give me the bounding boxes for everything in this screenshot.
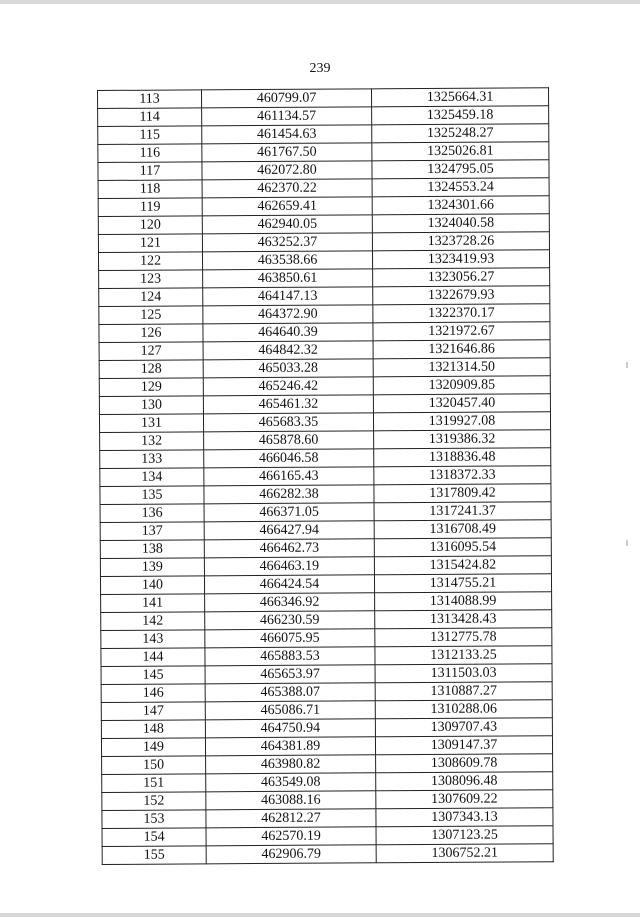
y-coordinate-cell: 1320457.40: [373, 394, 550, 413]
y-coordinate-cell: 1318836.48: [374, 448, 551, 467]
x-coordinate-cell: 465461.32: [203, 395, 373, 414]
y-coordinate-cell: 1309707.43: [375, 718, 552, 737]
table-row: [102, 808, 553, 829]
x-coordinate-cell: 464381.89: [205, 737, 375, 756]
x-coordinate-cell: 461454.63: [202, 125, 372, 144]
row-number-cell: 120: [98, 216, 202, 235]
x-coordinate-cell: 464372.90: [203, 305, 373, 324]
row-number-cell: 115: [98, 126, 202, 145]
y-coordinate-cell: 1317809.42: [374, 484, 551, 503]
table-row: [100, 448, 551, 469]
row-number-cell: 142: [101, 612, 205, 631]
y-coordinate-cell: 1308609.78: [376, 754, 553, 773]
y-coordinate-cell: 1323419.93: [372, 250, 549, 269]
row-number-cell: 154: [102, 828, 206, 847]
y-coordinate-cell: 1317241.37: [374, 502, 551, 521]
table-row: [101, 628, 552, 649]
y-coordinate-cell: 1324553.24: [372, 178, 549, 197]
x-coordinate-cell: 460799.07: [202, 89, 372, 108]
y-coordinate-cell: 1322370.17: [373, 304, 550, 323]
y-coordinate-cell: 1308096.48: [376, 772, 553, 791]
row-number-cell: 143: [101, 630, 205, 649]
y-coordinate-cell: 1307343.13: [376, 808, 553, 827]
x-coordinate-cell: 464750.94: [205, 719, 375, 738]
row-number-cell: 113: [98, 90, 202, 109]
table-row: [101, 610, 552, 631]
scan-edge-bottom: [0, 913, 640, 917]
row-number-cell: 127: [99, 342, 203, 361]
table-row: [98, 160, 549, 181]
y-coordinate-cell: 1325459.18: [372, 106, 549, 125]
row-number-cell: 131: [99, 414, 203, 433]
x-coordinate-cell: 465388.07: [205, 683, 375, 702]
table-row: [100, 574, 551, 595]
x-coordinate-cell: 461134.57: [202, 107, 372, 126]
table-row: [100, 484, 551, 505]
row-number-cell: 139: [100, 558, 204, 577]
x-coordinate-cell: 462072.80: [202, 161, 372, 180]
table-row: [102, 754, 553, 775]
x-coordinate-cell: 463538.66: [202, 251, 372, 270]
row-number-cell: 129: [99, 378, 203, 397]
table-row: [98, 124, 549, 145]
table-row: [98, 88, 549, 109]
table-row: [98, 250, 549, 271]
x-coordinate-cell: 464147.13: [203, 287, 373, 306]
table-row: [102, 772, 553, 793]
row-number-cell: 119: [98, 198, 202, 217]
scan-edge-top: [0, 0, 640, 4]
table-row: [101, 682, 552, 703]
y-coordinate-cell: 1325248.27: [372, 124, 549, 143]
y-coordinate-cell: 1310288.06: [375, 700, 552, 719]
table-row: [98, 178, 549, 199]
x-coordinate-cell: 466165.43: [204, 467, 374, 486]
row-number-cell: 122: [98, 252, 202, 271]
table-row: [101, 736, 552, 757]
x-coordinate-cell: 465653.97: [205, 665, 375, 684]
table-row: [100, 502, 551, 523]
y-coordinate-cell: 1321972.67: [373, 322, 550, 341]
page-number: 239: [309, 61, 331, 76]
row-number-cell: 146: [101, 684, 205, 703]
table-row: [100, 430, 551, 451]
y-coordinate-cell: 1324795.05: [372, 160, 549, 179]
table-row: [100, 538, 551, 559]
table-row: [100, 556, 551, 577]
row-number-cell: 117: [98, 162, 202, 181]
y-coordinate-cell: 1314755.21: [374, 574, 551, 593]
table-row: [99, 268, 550, 289]
x-coordinate-cell: 466462.73: [204, 539, 374, 558]
row-number-cell: 137: [100, 522, 204, 541]
y-coordinate-cell: 1324301.66: [372, 196, 549, 215]
table-row: [101, 592, 552, 613]
y-coordinate-cell: 1319386.32: [374, 430, 551, 449]
y-coordinate-cell: 1325026.81: [372, 142, 549, 161]
row-number-cell: 134: [100, 468, 204, 487]
x-coordinate-cell: 464640.39: [203, 323, 373, 342]
table-row: [99, 286, 550, 307]
y-coordinate-cell: 1313428.43: [375, 610, 552, 629]
table-row: [102, 790, 553, 811]
x-coordinate-cell: 466427.94: [204, 521, 374, 540]
table-row: [102, 826, 553, 847]
x-coordinate-cell: 466230.59: [205, 611, 375, 630]
y-coordinate-cell: 1311503.03: [375, 664, 552, 683]
y-coordinate-cell: 1324040.58: [372, 214, 549, 233]
row-number-cell: 152: [102, 792, 206, 811]
x-coordinate-cell: 466424.54: [204, 575, 374, 594]
row-number-cell: 141: [101, 594, 205, 613]
row-number-cell: 145: [101, 666, 205, 685]
x-coordinate-cell: 466346.92: [205, 593, 375, 612]
x-coordinate-cell: 462906.79: [206, 845, 376, 864]
x-coordinate-cell: 466463.19: [204, 557, 374, 576]
row-number-cell: 121: [98, 234, 202, 253]
x-coordinate-cell: 462659.41: [202, 197, 372, 216]
y-coordinate-cell: 1306752.21: [376, 844, 553, 863]
x-coordinate-cell: 463088.16: [206, 791, 376, 810]
x-coordinate-cell: 463549.08: [206, 773, 376, 792]
x-coordinate-cell: 465878.60: [204, 431, 374, 450]
row-number-cell: 125: [99, 306, 203, 325]
row-number-cell: 151: [102, 774, 206, 793]
row-number-cell: 130: [99, 396, 203, 415]
table-row: [99, 322, 550, 343]
table-row: [98, 142, 549, 163]
y-coordinate-cell: 1320909.85: [373, 376, 550, 395]
x-coordinate-cell: 463850.61: [203, 269, 373, 288]
row-number-cell: 136: [100, 504, 204, 523]
table-body: [98, 88, 554, 865]
row-number-cell: 114: [98, 108, 202, 127]
x-coordinate-cell: 463980.82: [206, 755, 376, 774]
table-row: [101, 664, 552, 685]
row-number-cell: 147: [101, 702, 205, 721]
row-number-cell: 128: [99, 360, 203, 379]
table-row: [99, 394, 550, 415]
y-coordinate-cell: 1307123.25: [376, 826, 553, 845]
y-coordinate-cell: 1321646.86: [373, 340, 550, 359]
scan-mark: [626, 362, 628, 368]
table-row: [102, 844, 553, 865]
x-coordinate-cell: 466075.95: [205, 629, 375, 648]
y-coordinate-cell: 1318372.33: [374, 466, 551, 485]
table-row: [99, 376, 550, 397]
row-number-cell: 138: [100, 540, 204, 559]
table-row: [100, 520, 551, 541]
y-coordinate-cell: 1310887.27: [375, 682, 552, 701]
y-coordinate-cell: 1309147.37: [375, 736, 552, 755]
row-number-cell: 144: [101, 648, 205, 667]
row-number-cell: 150: [102, 756, 206, 775]
x-coordinate-cell: 465683.35: [203, 413, 373, 432]
table-row: [98, 106, 549, 127]
x-coordinate-cell: 465033.28: [203, 359, 373, 378]
table-row: [99, 412, 550, 433]
x-coordinate-cell: 462570.19: [206, 827, 376, 846]
y-coordinate-cell: 1315424.82: [374, 556, 551, 575]
x-coordinate-cell: 462370.22: [202, 179, 372, 198]
row-number-cell: 153: [102, 810, 206, 829]
x-coordinate-cell: 465086.71: [205, 701, 375, 720]
x-coordinate-cell: 466371.05: [204, 503, 374, 522]
row-number-cell: 133: [100, 450, 204, 469]
x-coordinate-cell: 463252.37: [202, 233, 372, 252]
row-number-cell: 149: [101, 738, 205, 757]
row-number-cell: 116: [98, 144, 202, 163]
y-coordinate-cell: 1314088.99: [375, 592, 552, 611]
y-coordinate-cell: 1325664.31: [371, 88, 548, 107]
y-coordinate-cell: 1312133.25: [375, 646, 552, 665]
table-row: [98, 232, 549, 253]
row-number-cell: 148: [101, 720, 205, 739]
y-coordinate-cell: 1323728.26: [372, 232, 549, 251]
row-number-cell: 123: [99, 270, 203, 289]
coordinates-table: [97, 87, 554, 865]
y-coordinate-cell: 1316095.54: [374, 538, 551, 557]
table-row: [99, 340, 550, 361]
table-row: [98, 214, 549, 235]
table-row: [101, 646, 552, 667]
x-coordinate-cell: 466282.38: [204, 485, 374, 504]
y-coordinate-cell: 1321314.50: [373, 358, 550, 377]
row-number-cell: 132: [100, 432, 204, 451]
y-coordinate-cell: 1312775.78: [375, 628, 552, 647]
scan-mark: [626, 540, 628, 546]
table-row: [99, 304, 550, 325]
x-coordinate-cell: 461767.50: [202, 143, 372, 162]
y-coordinate-cell: 1316708.49: [374, 520, 551, 539]
x-coordinate-cell: 464842.32: [203, 341, 373, 360]
row-number-cell: 118: [98, 180, 202, 199]
row-number-cell: 140: [100, 576, 204, 595]
x-coordinate-cell: 465246.42: [203, 377, 373, 396]
row-number-cell: 135: [100, 486, 204, 505]
x-coordinate-cell: 462812.27: [206, 809, 376, 828]
table-row: [99, 358, 550, 379]
x-coordinate-cell: 466046.58: [204, 449, 374, 468]
table-row: [98, 196, 549, 217]
table-row: [100, 466, 551, 487]
row-number-cell: 124: [99, 288, 203, 307]
table-row: [101, 700, 552, 721]
x-coordinate-cell: 465883.53: [205, 647, 375, 666]
row-number-cell: 155: [102, 846, 206, 865]
table-row: [101, 718, 552, 739]
y-coordinate-cell: 1319927.08: [373, 412, 550, 431]
y-coordinate-cell: 1323056.27: [373, 268, 550, 287]
x-coordinate-cell: 462940.05: [202, 215, 372, 234]
y-coordinate-cell: 1307609.22: [376, 790, 553, 809]
row-number-cell: 126: [99, 324, 203, 343]
y-coordinate-cell: 1322679.93: [373, 286, 550, 305]
